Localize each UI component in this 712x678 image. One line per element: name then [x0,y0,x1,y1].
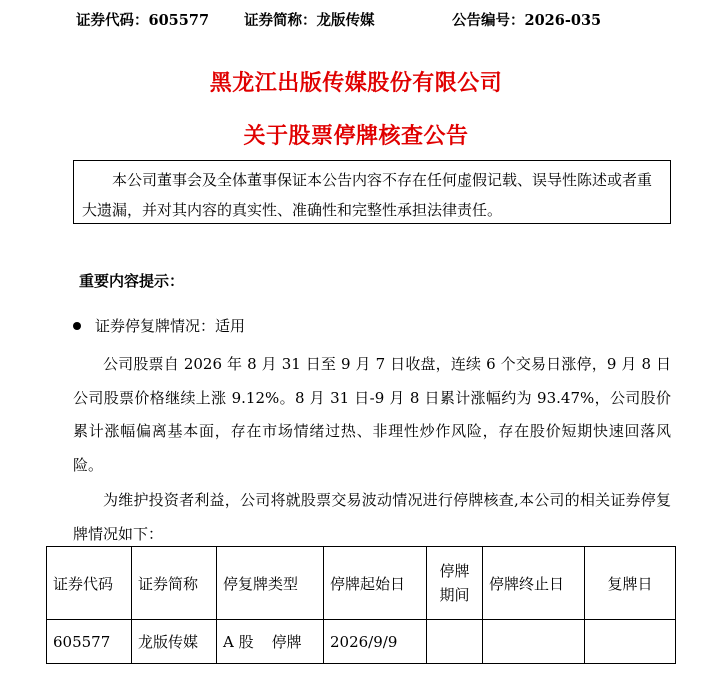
security-short-name-label: 证券简称：龙版传媒 [244,12,375,29]
table-header-row [47,547,676,620]
cell-type-action: 停牌 [271,633,302,651]
cell-code: 605577 [47,620,132,664]
cell-short-name: 龙版传媒 [132,620,217,664]
header-period [427,547,483,620]
header-start-date: 停牌起始日 [324,547,427,620]
highlights-heading: 重要内容提示： [79,272,185,290]
bullet-text: 证券停复牌情况：适用 [95,317,246,335]
board-statement-box: 本公司董事会及全体董事保证本公告内容不存在任何虚假记载、误导性陈述或者重大遗漏，并对其内容的真实性、准确性和完整性承担法律责任。 [73,160,671,224]
cell-period [427,620,483,664]
cell-resume-date [585,620,676,664]
cell-type [217,620,324,664]
table-row [47,620,676,664]
header-resume-date: 复牌日 [585,547,676,620]
header-short-name: 证券简称 [132,547,217,620]
company-name: 黑龙江出版传媒股份有限公司 [209,71,503,96]
bullet-item [73,315,245,336]
header-period-line2: 期间 [439,586,470,604]
header-period-line1: 停牌 [439,562,470,580]
suspension-paragraph: 为维护投资者利益，公司将就股票交易波动情况进行停牌核查,本公司的相关证券停复牌情况如下： [73,491,671,543]
announcement-title: 关于股票停牌核查公告 [243,124,469,149]
announcement-number-label: 公告编号：2026-035 [452,12,602,29]
bullet-dot-icon [73,322,81,330]
cell-end-date [483,620,585,664]
header-end-date: 停牌终止日 [483,547,585,620]
header-type: 停复牌类型 [217,547,324,620]
header-code: 证券代码 [47,547,132,620]
cell-start-date: 2026/9/9 [324,620,427,664]
cell-type-market: A 股 [223,633,254,651]
security-code-label: 证券代码：605577 [76,12,210,29]
announcement-header [76,9,696,31]
price-movement-paragraph: 公司股票自 2026 年 8 月 31 日至 9 月 7 日收盘，连续 6 个交易日涨停，9 月 8 日公司股票价格继续上涨 9.12%。8 月 31 日-9 月 8 日累计涨幅约为 93.47%，公司股价累计涨幅偏离基本面，存在市场情绪过热、非理性炒作风险，存在股价短期快速回落风险。 [73,355,671,474]
suspension-table [46,546,676,664]
